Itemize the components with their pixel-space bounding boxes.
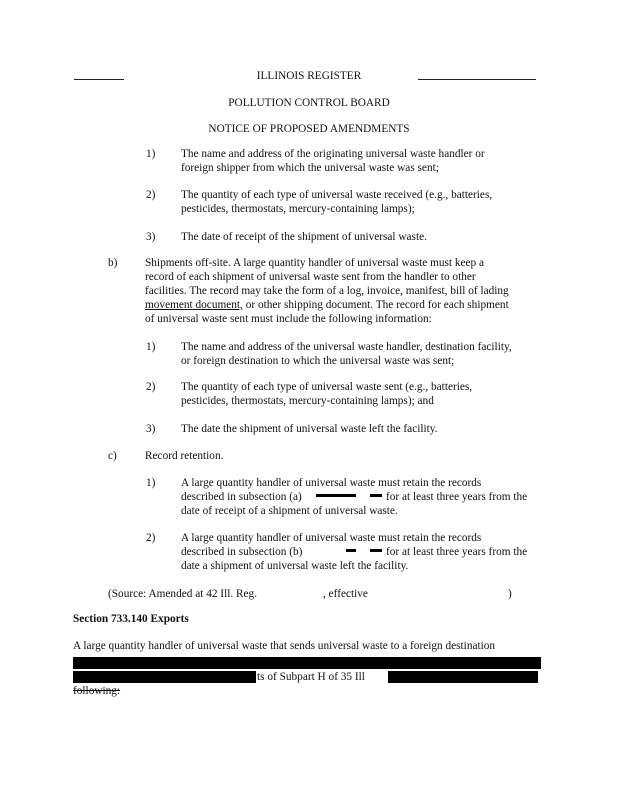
list-c-item-1-redaction [316,494,356,497]
section-733-line-3-visible: ts of Subpart H of 35 Ill [257,671,365,683]
section-b-label: b) [108,257,118,269]
list-c-item-1-line-2a: described in subsection (a) [181,491,302,503]
section-b-line-2: record of each shipment of universal waste sent from the handler to other [145,271,476,283]
section-b-line-3: facilities. The record may take the form of a log, invoice, manifest, bill of lading [145,285,509,297]
list-b-item-2-line-2: pesticides, thermostats, mercury-containing lamps); and [181,395,434,407]
list-c-item-1-line-2b: for at least three years from the [386,491,528,503]
list-b-item-1-num: 1) [146,341,156,353]
section-c-title: Record retention. [145,450,224,462]
list-c-item-2-line-2a: described in subsection (b) [181,546,303,558]
list-c-item-1-line-1: A large quantity handler of universal waste must retain the records [181,477,482,489]
list-c-item-1-line-3: date of receipt of a shipment of universal waste. [181,505,398,517]
list-a-item-1-num: 1) [146,148,156,160]
list-a-item-3-line-1: The date of receipt of the shipment of universal waste. [181,231,427,243]
list-b-item-2-num: 2) [146,381,156,393]
source-close-paren: ) [508,588,512,600]
source-note: (Source: Amended at 42 Ill. Reg. [108,588,258,600]
notice-title: NOTICE OF PROPOSED AMENDMENTS [208,123,410,135]
list-c-item-1-num: 1) [146,477,156,489]
list-b-item-1-line-2: or foreign destination to which the universal waste was sent; [181,355,455,367]
redaction-line-2 [73,657,541,669]
list-c-item-1-redaction-2 [370,494,382,497]
movement-document-insert: movement document, [145,299,243,311]
redaction-line-3-left [73,671,256,683]
list-a-item-3-num: 3) [146,231,156,243]
section-b-line-4 [145,298,509,312]
list-c-item-2-line-1: A large quantity handler of universal waste must retain the records [181,532,482,544]
section-733-line-4-deleted: following: [73,685,121,697]
section-733-line-1: A large quantity handler of universal waste that sends universal waste to a foreign destination [73,640,496,652]
list-a-item-2-num: 2) [146,189,156,201]
list-c-item-2-line-2b: for at least three years from the [386,546,528,558]
list-c-item-2-redaction-2 [370,549,382,552]
list-b-item-3-line-1: The date the shipment of universal waste left the facility. [181,423,438,435]
list-c-item-2-redaction [346,549,356,552]
register-title: ILLINOIS REGISTER [256,70,362,82]
list-a-item-2-line-1: The quantity of each type of universal waste received (e.g., batteries, [181,189,493,201]
redaction-line-3-right [388,671,538,683]
list-b-item-3-num: 3) [146,423,156,435]
list-a-item-1-line-2: foreign shipper from which the universal waste was sent; [181,162,439,174]
section-b-line-1: Shipments off-site. A large quantity handler of universal waste must keep a [145,257,485,269]
list-b-item-2-line-1: The quantity of each type of universal waste sent (e.g., batteries, [181,381,473,393]
section-c-label: c) [108,450,117,462]
board-title: POLLUTION CONTROL BOARD [228,97,390,109]
section-b-line-4-rest: or other shipping document. The record for each shipment [242,299,509,311]
section-b-line-5: of universal waste sent must include the following information: [145,313,432,325]
section-733-heading: Section 733.140 Exports [73,613,189,625]
source-effective: , effective [323,588,368,600]
list-b-item-1-line-1: The name and address of the universal waste handler, destination facility, [181,341,512,353]
list-c-item-2-line-3: date a shipment of universal waste left the facility. [181,560,409,572]
list-a-item-2-line-2: pesticides, thermostats, mercury-containing lamps); [181,203,415,215]
list-a-item-1-line-1: The name and address of the originating universal waste handler or [181,148,485,160]
list-c-item-2-num: 2) [146,532,156,544]
